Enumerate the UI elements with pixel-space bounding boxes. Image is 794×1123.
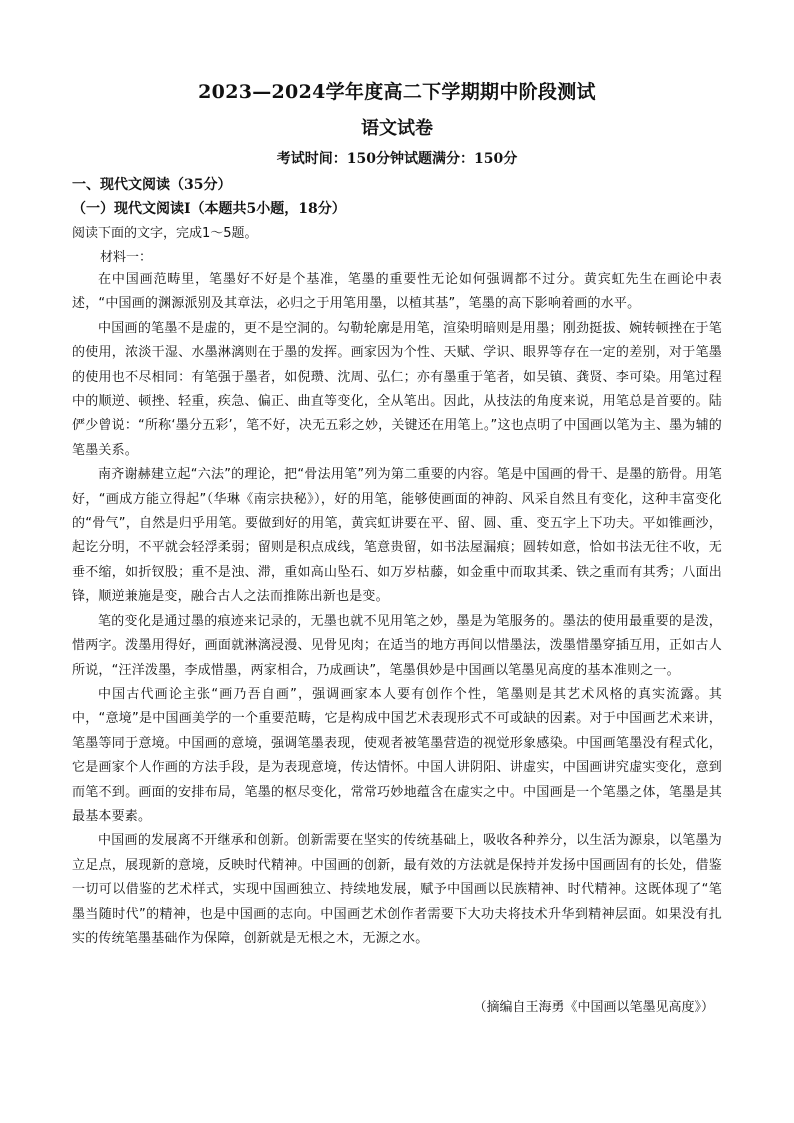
material-label: 材料一： [100, 250, 153, 265]
article-body [72, 268, 722, 951]
article-paragraph: 中国画的笔墨不是虚的，更不是空洞的。勾勒轮廓是用笔，渲染明暗则是用墨；刚劲挺拔、婉转顿挫在于笔的使用，浓淡干湿、水墨淋漓则在于墨的发挥。画家因为个性、天赋、学识、眼界等存在一定的差别，对于笔墨的使用也不尽相同：有笔强于墨者，如倪瓒、沈周、弘仁；亦有墨重于笔者，如吴镇、龚贤、李可染。用笔过程中的顺逆、顿挫、轻重，疾急、偏正、曲直等变化，全从笔出。因此，从技法的角度来说，用笔总是首要的。陆俨少曾说：“所称‘墨分五彩’，笔不好，决无五彩之妙，关键还在用笔上。”这也点明了中国画以笔为主、墨为辅的笔墨关系。 [72, 320, 722, 458]
exam-title: 2023—2024学年度高二下学期期中阶段测试 [198, 81, 596, 103]
article-source: （摘编自王海勇《中国画以笔墨见高度》） [473, 1000, 714, 1015]
article-paragraph: 中国画的发展离不开继承和创新。创新需要在坚实的传统基础上，吸收各种养分，以生活为源泉，以笔墨为立足点，展现新的意境，反映时代精神。中国画的创新，最有效的方法就是保持并发扬中国画固有的长处，借鉴一切可以借鉴的艺术样式，实现中国画独立、持续地发展，赋予中国画以民族精神、时代精神。这既体现了“笔墨当随时代”的精神，也是中国画的志向。中国画艺术创作者需要下大功夫将技术升华到精神层面。如果没有扎实的传统笔墨基础作为保障，创新就是无根之木，无源之水。 [72, 833, 722, 946]
reading-instruction: 阅读下面的文字，完成1～5题。 [72, 226, 258, 241]
article-paragraph: 中国古代画论主张“画乃吾自画”，强调画家本人要有创作个性，笔墨则是其艺术风格的真实流露。其中，“意境”是中国画美学的一个重要范畴，它是构成中国艺术表现形式不可或缺的因素。对于中国画艺术来讲，笔墨等同于意境。中国画的意境，强调笔墨表现，使观者被笔墨营造的视觉形象感染。中国画笔墨没有程式化，它是画家个人作画的方法手段，是为表现意境，传达情怀。中国人讲阴阳、讲虚实，中国画讲究虚实变化，意到而笔不到。画面的安排布局，笔墨的枢尽变化，常常巧妙地蕴含在虚实之中。中国画是一个笔墨之体，笔墨是其最基本要素。 [72, 686, 722, 824]
section-heading: 一、现代文阅读（35分） [72, 177, 232, 193]
article-paragraph: 南齐谢赫建立起“六法”的理论，把“骨法用笔”列为第二重要的内容。笔是中国画的骨干、是墨的筋骨。用笔好，“画成方能立得起”（华琳《南宗抉秘》），好的用笔，能够使画面的神韵、风采自然且有变化，这种丰富变化的“骨气”，自然是归乎用笔。要做到好的用笔，黄宾虹讲要在平、留、圆、重、变五字上下功夫。平如锥画沙，起讫分明，不平就会轻浮柔弱；留则是积点成线，笔意贵留，如书法屋漏痕；圆转如意，恰如书法无往不收，无垂不缩，如折钗股；重不是浊、滞，重如高山坠石、如万岁枯藤，如金重中而取其柔、铁之重而有其秀；八面出锋，顺逆兼施是变，融合古人之法而推陈出新也是变。 [72, 467, 722, 605]
subsection-heading: （一）现代文阅读Ⅰ（本题共5小题，18分） [72, 201, 346, 217]
exam-time-and-score: 考试时间：150分钟试题满分：150分 [276, 151, 518, 167]
article-paragraph: 笔的变化是通过墨的痕迹来记录的，无墨也就不见用笔之妙，墨是为笔服务的。墨法的使用最重要的是泼，惜两字。泼墨用得好，画面就淋漓浸漫、见骨见肉；在适当的地方再间以惜墨法，泼墨惜墨穿插互用，正如古人所说，“汪洋泼墨，李成惜墨，两家相合，乃成画诀”，笔墨俱妙是中国画以笔墨见高度的基本准则之一。 [72, 613, 722, 678]
exam-subtitle: 语文试卷 [361, 118, 433, 139]
article-paragraph: 在中国画范畴里，笔墨好不好是个基准，笔墨的重要性无论如何强调都不过分。黄宾虹先生在画论中表述，“中国画的渊源派别及其章法，必归之于用笔用墨，以植其基”，笔墨的高下影响着画的水平。 [72, 272, 722, 312]
